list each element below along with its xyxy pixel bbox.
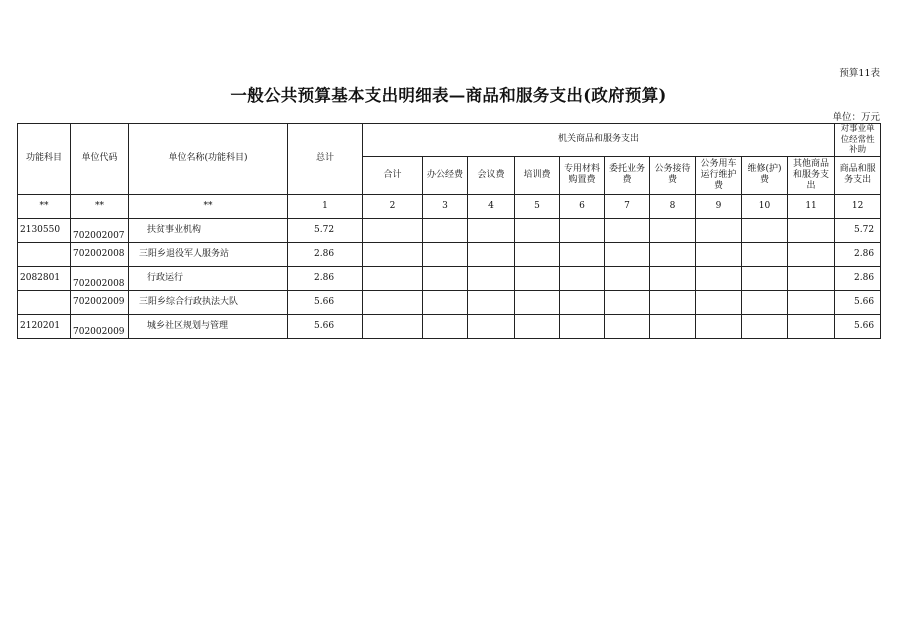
empty-cell — [742, 242, 788, 266]
header-other: 其他商品和服务支出 — [788, 156, 835, 194]
empty-cell — [650, 266, 696, 290]
empty-cell — [423, 290, 468, 314]
budget-table — [17, 123, 881, 339]
empty-cell — [605, 218, 650, 242]
empty-cell — [605, 242, 650, 266]
header-unit-name: 单位名称(功能科目) — [129, 124, 288, 195]
total-cell: 5.66 — [288, 290, 363, 314]
empty-cell — [696, 242, 742, 266]
empty-cell — [742, 290, 788, 314]
empty-cell — [515, 314, 560, 338]
subsidy-cell: 5.72 — [835, 218, 881, 242]
empty-cell — [515, 242, 560, 266]
index-cell: ** — [71, 194, 129, 218]
empty-cell — [468, 290, 515, 314]
index-cell: 9 — [696, 194, 742, 218]
func-code-cell — [18, 242, 71, 266]
empty-cell — [423, 266, 468, 290]
header-meeting: 会议费 — [468, 156, 515, 194]
empty-cell — [515, 266, 560, 290]
unit-name-cell: 扶贫事业机构 — [129, 218, 288, 242]
table-row — [18, 218, 881, 242]
empty-cell — [423, 314, 468, 338]
empty-cell — [742, 314, 788, 338]
unit-code-cell: 702002009 — [71, 314, 129, 338]
empty-cell — [696, 218, 742, 242]
header-repair: 维修(护)费 — [742, 156, 788, 194]
index-cell: 4 — [468, 194, 515, 218]
subsidy-cell: 5.66 — [835, 290, 881, 314]
empty-cell — [696, 266, 742, 290]
empty-cell — [696, 314, 742, 338]
index-cell: 12 — [835, 194, 881, 218]
empty-cell — [788, 242, 835, 266]
header-func-subject: 功能科目 — [18, 124, 71, 195]
header-office: 办公经费 — [423, 156, 468, 194]
empty-cell — [788, 218, 835, 242]
table-row — [18, 266, 881, 290]
empty-cell — [468, 242, 515, 266]
empty-cell — [650, 242, 696, 266]
empty-cell — [468, 266, 515, 290]
empty-cell — [650, 314, 696, 338]
subsidy-cell: 5.66 — [835, 314, 881, 338]
table-row — [18, 242, 881, 266]
empty-cell — [560, 218, 605, 242]
empty-cell — [515, 290, 560, 314]
unit-name-cell: 三阳乡综合行政执法大队 — [129, 290, 288, 314]
header-subtotal: 合计 — [363, 156, 423, 194]
empty-cell — [515, 218, 560, 242]
index-cell: ** — [18, 194, 71, 218]
empty-cell — [560, 314, 605, 338]
header-reception: 公务接待费 — [650, 156, 696, 194]
header-group-goods-services: 机关商品和服务支出 — [363, 124, 835, 157]
index-row — [18, 194, 881, 218]
table-number-label: 预算11表 — [839, 68, 880, 79]
empty-cell — [423, 218, 468, 242]
empty-cell — [363, 242, 423, 266]
unit-code-cell: 702002009 — [71, 290, 129, 314]
empty-cell — [788, 266, 835, 290]
empty-cell — [560, 266, 605, 290]
header-unit-code: 单位代码 — [71, 124, 129, 195]
header-subsidy-bottom: 商品和服务支出 — [835, 156, 881, 194]
unit-name-cell: 三阳乡退役军人服务站 — [129, 242, 288, 266]
empty-cell — [742, 266, 788, 290]
empty-cell — [788, 290, 835, 314]
empty-cell — [605, 314, 650, 338]
header-subsidy-top: 对事业单位经常性补助 — [835, 124, 881, 157]
page-title: 一般公共预算基本支出明细表—商品和服务支出(政府预算) — [230, 86, 667, 105]
index-cell: 11 — [788, 194, 835, 218]
total-cell: 5.66 — [288, 314, 363, 338]
empty-cell — [605, 266, 650, 290]
unit-code-cell: 702002008 — [71, 266, 129, 290]
unit-label: 单位：万元 — [832, 112, 880, 123]
index-cell: ** — [129, 194, 288, 218]
header-total: 总计 — [288, 124, 363, 195]
index-cell: 10 — [742, 194, 788, 218]
empty-cell — [468, 218, 515, 242]
func-code-cell — [18, 290, 71, 314]
func-code-cell: 2130550 — [18, 218, 71, 242]
empty-cell — [696, 290, 742, 314]
total-cell: 2.86 — [288, 266, 363, 290]
total-cell: 2.86 — [288, 242, 363, 266]
unit-name-cell: 行政运行 — [129, 266, 288, 290]
index-cell: 5 — [515, 194, 560, 218]
empty-cell — [560, 242, 605, 266]
index-cell: 1 — [288, 194, 363, 218]
header-training: 培训费 — [515, 156, 560, 194]
table-row — [18, 290, 881, 314]
empty-cell — [742, 218, 788, 242]
subsidy-cell: 2.86 — [835, 242, 881, 266]
unit-name-cell: 城乡社区规划与管理 — [129, 314, 288, 338]
empty-cell — [560, 290, 605, 314]
unit-code-cell: 702002007 — [71, 218, 129, 242]
total-cell: 5.72 — [288, 218, 363, 242]
empty-cell — [363, 314, 423, 338]
empty-cell — [363, 218, 423, 242]
empty-cell — [650, 218, 696, 242]
func-code-cell: 2120201 — [18, 314, 71, 338]
empty-cell — [605, 290, 650, 314]
func-code-cell: 2082801 — [18, 266, 71, 290]
index-cell: 3 — [423, 194, 468, 218]
unit-code-cell: 702002008 — [71, 242, 129, 266]
empty-cell — [423, 242, 468, 266]
index-cell: 8 — [650, 194, 696, 218]
empty-cell — [650, 290, 696, 314]
empty-cell — [363, 266, 423, 290]
header-vehicle: 公务用车运行维护费 — [696, 156, 742, 194]
index-cell: 2 — [363, 194, 423, 218]
empty-cell — [363, 290, 423, 314]
empty-cell — [468, 314, 515, 338]
table-row — [18, 314, 881, 338]
subsidy-cell: 2.86 — [835, 266, 881, 290]
index-cell: 6 — [560, 194, 605, 218]
empty-cell — [788, 314, 835, 338]
index-cell: 7 — [605, 194, 650, 218]
header-special-material: 专用材料购置费 — [560, 156, 605, 194]
header-commissioned: 委托业务费 — [605, 156, 650, 194]
